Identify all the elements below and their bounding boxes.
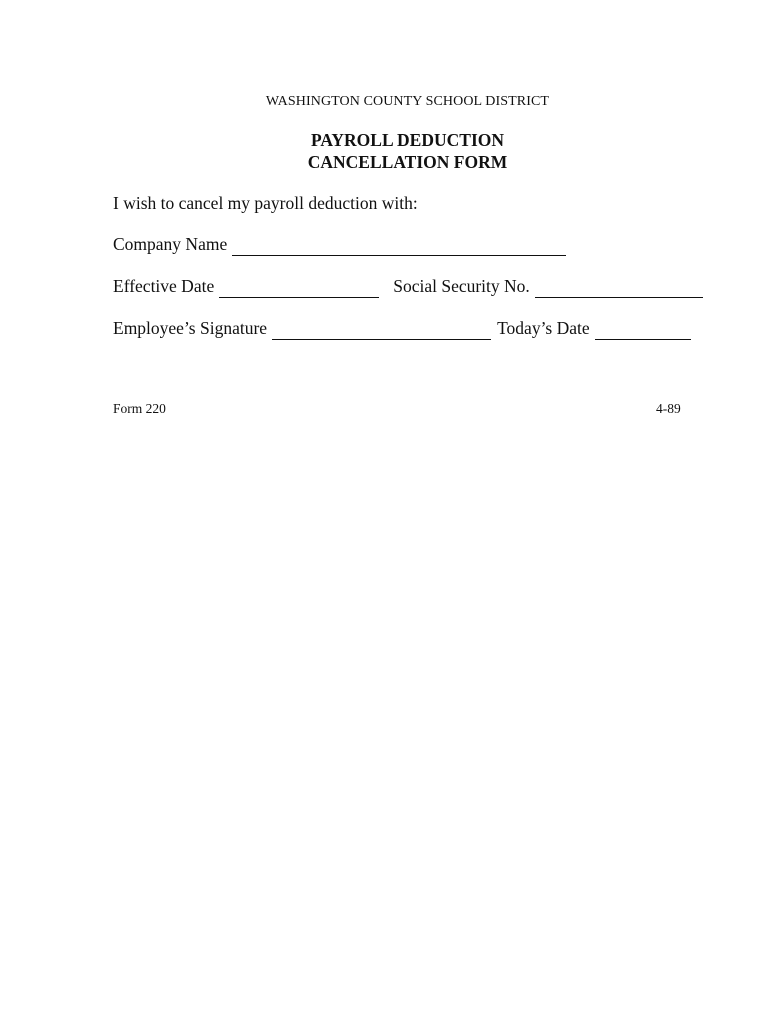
company-name-field[interactable]: [232, 239, 566, 256]
signature-field[interactable]: [272, 323, 491, 340]
ssn-field[interactable]: [535, 281, 703, 298]
company-name-row: [113, 234, 566, 256]
form-revision: 4-89: [656, 401, 681, 416]
signature-label: Employee’s Signature: [113, 318, 268, 338]
signature-row: [113, 318, 691, 340]
form-title-line-2: CANCELLATION FORM: [307, 152, 508, 172]
intro-text: I wish to cancel my payroll deduction with:: [113, 193, 418, 213]
effective-date-field[interactable]: [219, 281, 379, 298]
todays-date-label: Today’s Date: [497, 318, 590, 338]
company-name-label: Company Name: [113, 234, 228, 254]
effective-date-label: Effective Date: [113, 276, 215, 296]
form-title-line-1: PAYROLL DEDUCTION: [310, 130, 505, 150]
ssn-label: Social Security No.: [393, 276, 530, 296]
form-number: Form 220: [113, 401, 166, 416]
form-title: [0, 129, 770, 173]
todays-date-field[interactable]: [595, 323, 691, 340]
dates-row: [113, 276, 703, 298]
district-heading: WASHINGTON COUNTY SCHOOL DISTRICT: [265, 94, 550, 109]
